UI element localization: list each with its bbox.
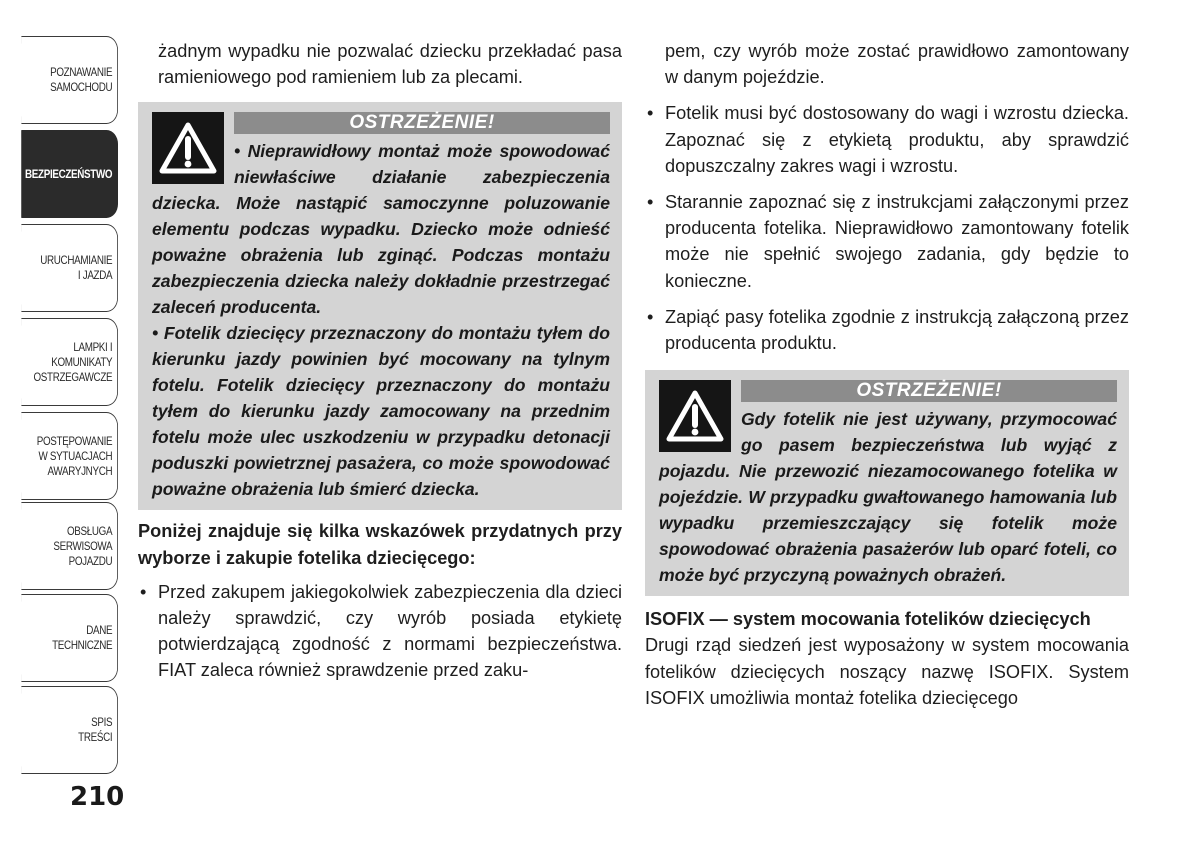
tab-bezpieczenstwo[interactable]: BEZPIECZEŃSTWO	[21, 130, 118, 218]
warning-box-2	[645, 370, 1129, 596]
tab-postepowanie-awaryjne[interactable]: POSTĘPOWANIE W SYTUACJACH AWARYJNYCH	[21, 412, 118, 500]
list-item: • Fotelik musi być dostosowany do wagi i wzrostu dziecka. Zapoznać się z etykietą produktu, aby sprawdzić dopuszczalny zakres wagi i wzrostu.	[645, 100, 1129, 179]
warning-triangle-icon	[659, 380, 731, 452]
warning-text: Gdy fotelik nie jest używany, przymocować go pasem bezpieczeństwa lub wyjąć z pojazdu. Nie przewozić niezamocowanego fotelika w pojeździe. W przypadku gwałtowanego hamowania lub wypadku przemieszczający się fotelik może spowodować obrażenia pasażerów lub oparć foteli, co może być przyczyną poważnych obrażeń.	[659, 409, 1117, 586]
list-item: • Zapiąć pasy fotelika zgodnie z instrukcją załączoną przez producenta produktu.	[645, 304, 1129, 356]
warning-text-2: • Fotelik dziecięcy przeznaczony do montażu tyłem do kierunku jazdy powinien być mocowany na tylnym fotelu. Fotelik dziecięcy przeznaczony do montażu tyłem do kierunku jazdy zamocowany na przednim fotelu może ulec uszkodzeniu w przypadku detonacji poduszki powietrznej pasażera, co może spowodować poważne obrażenia lub śmierć dziecka.	[152, 323, 610, 500]
tab-dane-techniczne[interactable]: DANE TECHNICZNE	[21, 594, 118, 682]
tips-heading: Poniżej znajduje się kilka wskazówek przydatnych przy wyborze i zakupie fotelika dziecięcego:	[138, 521, 622, 568]
warning-triangle-icon	[152, 112, 224, 184]
list-item: • Przed zakupem jakiegokolwiek zabezpieczenia dla dzieci należy sprawdzić, czy wyrób posiada etykietę potwierdzającą zgodność z normami bezpieczeństwa. FIAT zaleca również sprawdzenie przed zaku-	[138, 579, 622, 684]
page-number: 210	[70, 782, 125, 812]
isofix-heading: ISOFIX — system mocowania fotelików dziecięcych	[645, 609, 1091, 630]
intro-paragraph: żadnym wypadku nie pozwalać dziecku przekładać pasa ramieniowego pod ramieniem lub za plecami.	[158, 41, 622, 88]
warning-text-1: • Nieprawidłowy montaż może spowodować niewłaściwe działanie zabezpieczenia dziecka. Może nastąpić samoczynne poluzowanie elementu podczas wypadku. Dziecko może odnieść poważne obrażenia lub zginąć. Podczas montażu zabezpieczenia dziecka należy dokładnie przestrzegać zaleceń producenta.	[152, 141, 610, 318]
tab-uruchamianie-i-jazda[interactable]: URUCHAMIANIE I JAZDA	[21, 224, 118, 312]
tab-poznawanie-samochodu[interactable]: POZNAWANIE SAMOCHODU	[21, 36, 118, 124]
tab-obsluga-serwisowa[interactable]: OBSŁUGA SERWISOWA POJAZDU	[21, 502, 118, 590]
list-item: • Starannie zapoznać się z instrukcjami załączonymi przez producenta fotelika. Nieprawidłowo zamontowany fotelik może nie spełnić swojego zadania, gdy będzie to konieczne.	[645, 189, 1129, 294]
isofix-paragraph: Drugi rząd siedzeń jest wyposażony w system mocowania fotelików dziecięcych noszący nazwę ISOFIX. System ISOFIX umożliwia montaż fotelika dziecięcego	[645, 635, 1129, 708]
tab-lampki-i-komunikaty[interactable]: LAMPKI I KOMUNIKATY OSTRZEGAWCZE	[21, 318, 118, 406]
left-column	[138, 38, 622, 694]
tab-spis-tresci[interactable]: SPIS TREŚCI	[21, 686, 118, 774]
continuation-paragraph: pem, czy wyrób może zostać prawidłowo zamontowany w danym pojeździe.	[665, 41, 1129, 88]
warning-title: OSTRZEŻENIE!	[741, 380, 1117, 402]
warning-box-1	[138, 102, 622, 510]
warning-title: OSTRZEŻENIE!	[234, 112, 610, 134]
tips-list	[138, 579, 622, 684]
requirements-list	[645, 100, 1129, 356]
right-column	[645, 38, 1129, 711]
